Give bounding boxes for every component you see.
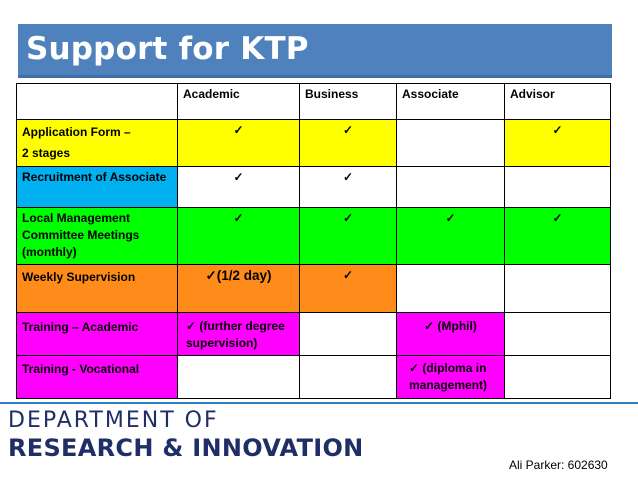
- slide-title: Support for KTP: [26, 31, 309, 67]
- cell-business: [300, 208, 397, 265]
- cell-academic: [178, 265, 300, 313]
- cell-academic: [178, 356, 300, 399]
- table-row: [17, 208, 611, 265]
- cell-associate: [397, 120, 505, 167]
- cell-business: [300, 356, 397, 399]
- cell-advisor: [505, 167, 611, 208]
- check-icon: ✓: [342, 211, 354, 225]
- check-icon: ✓: [342, 268, 354, 282]
- cell-advisor: [505, 356, 611, 399]
- cell-note: (diploma in management): [409, 361, 488, 392]
- check-icon: ✓: [233, 170, 244, 184]
- cell-business: [300, 313, 397, 356]
- check-icon: ✓: [552, 211, 563, 225]
- cell-associate: [397, 356, 505, 399]
- row-label: [17, 208, 178, 265]
- dept-line-2: RESEARCH & INNOVATION: [8, 434, 364, 462]
- row-label: [17, 265, 178, 313]
- cell-academic: [178, 120, 300, 167]
- cell-associate: [397, 208, 505, 265]
- header-blank: [17, 84, 178, 120]
- row-label: [17, 356, 178, 399]
- check-icon: ✓: [233, 211, 244, 225]
- cell-associate: [397, 265, 505, 313]
- check-icon: ✓: [186, 319, 197, 333]
- table-row: [17, 265, 611, 313]
- table-row: [17, 167, 611, 208]
- cell-business: [300, 120, 397, 167]
- title-bar: [18, 24, 612, 78]
- check-icon: ✓: [342, 123, 354, 137]
- row-label-text: Local Management Committee Meetings (monthly): [22, 211, 140, 259]
- row-label: [17, 167, 178, 208]
- cell-academic: [178, 313, 300, 356]
- cell-note: (further degree supervision): [186, 319, 285, 350]
- check-icon: ✓: [342, 170, 354, 184]
- row-label-text: Application Form – 2 stages: [22, 125, 131, 160]
- cell-academic: [178, 208, 300, 265]
- support-table: [16, 83, 611, 399]
- header-advisor: Advisor: [505, 84, 611, 120]
- row-label-text: Recruitment of Associate: [22, 170, 167, 184]
- footer-rule: [0, 402, 638, 404]
- table-row: [17, 120, 611, 167]
- cell-business: [300, 265, 397, 313]
- cell-advisor: [505, 120, 611, 167]
- cell-note: (1/2 day): [216, 268, 272, 283]
- row-label: [17, 313, 178, 356]
- row-label-text: Training – Academic: [22, 320, 139, 334]
- check-icon: ✓: [233, 123, 244, 137]
- cell-associate: [397, 167, 505, 208]
- header-business: Business: [300, 84, 397, 120]
- check-icon: ✓: [409, 361, 420, 375]
- header-academic: Academic: [178, 84, 300, 120]
- author-credit: Ali Parker: 602630: [509, 458, 608, 472]
- cell-advisor: [505, 265, 611, 313]
- table-row: [17, 313, 611, 356]
- cell-note: (Mphil): [437, 319, 477, 333]
- check-icon: ✓: [552, 123, 563, 137]
- check-icon: ✓: [445, 211, 456, 225]
- row-label-text: Training - Vocational: [22, 362, 140, 376]
- cell-associate: [397, 313, 505, 356]
- cell-academic: [178, 167, 300, 208]
- header-row: [17, 84, 611, 120]
- check-icon: ✓: [205, 268, 217, 283]
- dept-line-1: DEPARTMENT OF: [8, 408, 219, 433]
- cell-advisor: [505, 313, 611, 356]
- row-label: [17, 120, 178, 167]
- row-label-text: Weekly Supervision: [22, 270, 136, 284]
- table-row: [17, 356, 611, 399]
- cell-business: [300, 167, 397, 208]
- check-icon: ✓: [424, 319, 435, 333]
- header-associate: Associate: [397, 84, 505, 120]
- cell-advisor: [505, 208, 611, 265]
